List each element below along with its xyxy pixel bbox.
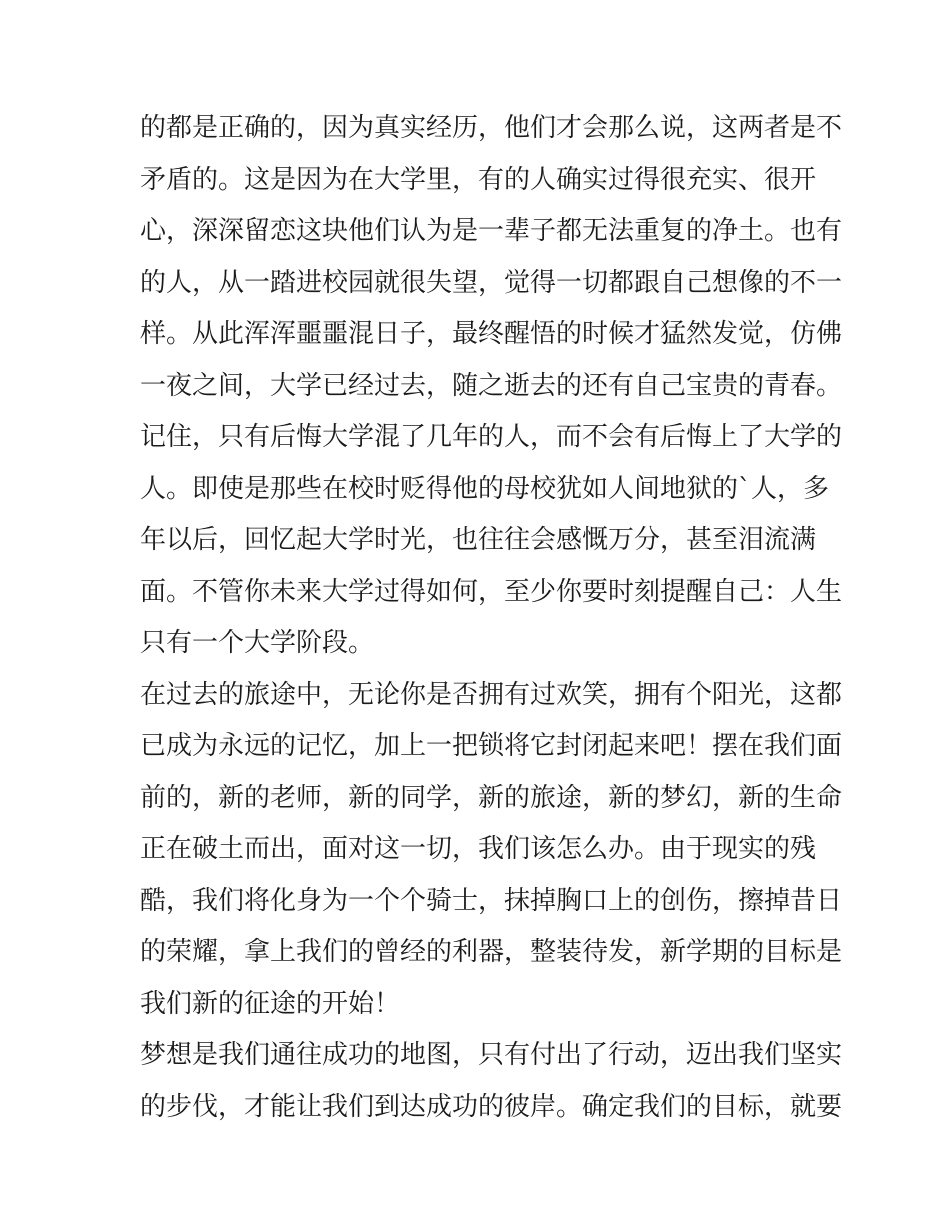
- text-line: 的荣耀，拿上我们的曾经的利器，整装待发，新学期的目标是: [140, 937, 843, 967]
- text-line: 前的，新的老师，新的同学，新的旅途，新的梦幻，新的生命: [140, 782, 843, 813]
- text-line: 在过去的旅途中，无论你是否拥有过欢笑，拥有个阳光，这都: [140, 679, 843, 710]
- paragraph-2: [140, 670, 843, 1031]
- text-line: 一夜之间，大学已经过去，随之逝去的还有自己宝贵的青春。: [140, 370, 843, 401]
- text-line: 的人，从一踏进校园就很失望，觉得一切都跟自己想像的不一: [140, 267, 843, 298]
- text-line: 面。不管你未来大学过得如何，至少你要时刻提醒自己：人生: [140, 576, 843, 607]
- text-line: 矛盾的。这是因为在大学里，有的人确实过得很充实、很开: [140, 164, 817, 195]
- text-line: 人。即使是那些在校时贬得他的母校犹如人间地狱的`人，多: [140, 473, 830, 504]
- text-line: 已成为永远的记忆，加上一把锁将它封闭起来吧！摆在我们面: [140, 731, 843, 761]
- text-line: 正在破土而出，面对这一切，我们该怎么办。由于现实的残: [140, 834, 817, 864]
- text-line: 梦想是我们通往成功的地图，只有付出了行动，迈出我们坚实: [140, 1040, 843, 1070]
- text-line: 的步伐，才能让我们到达成功的彼岸。确定我们的目标，就要: [140, 1091, 843, 1122]
- text-line: 记住，只有后悔大学混了几年的人，而不会有后悔上了大学的: [140, 422, 843, 452]
- text-line: 年以后，回忆起大学时光，也往往会感慨万分，甚至泪流满: [140, 525, 817, 555]
- text-line: 酷，我们将化身为一个个骑士，抹掉胸口上的创伤，擦掉昔日: [140, 885, 843, 916]
- text-line: 的都是正确的，因为真实经历，他们才会那么说，这两者是不: [140, 113, 843, 143]
- text-line: 样。从此浑浑噩噩混日子，最终醒悟的时候才猛然发觉，仿佛: [140, 319, 843, 349]
- paragraph-3: [140, 1030, 843, 1133]
- paragraph-1: [140, 103, 843, 670]
- body-text: [140, 103, 843, 1133]
- text-line: 只有一个大学阶段。: [140, 628, 375, 658]
- text-line: 我们新的征途的开始！: [140, 988, 401, 1019]
- text-line: 心，深深留恋这块他们认为是一辈子都无法重复的净土。也有: [140, 216, 843, 246]
